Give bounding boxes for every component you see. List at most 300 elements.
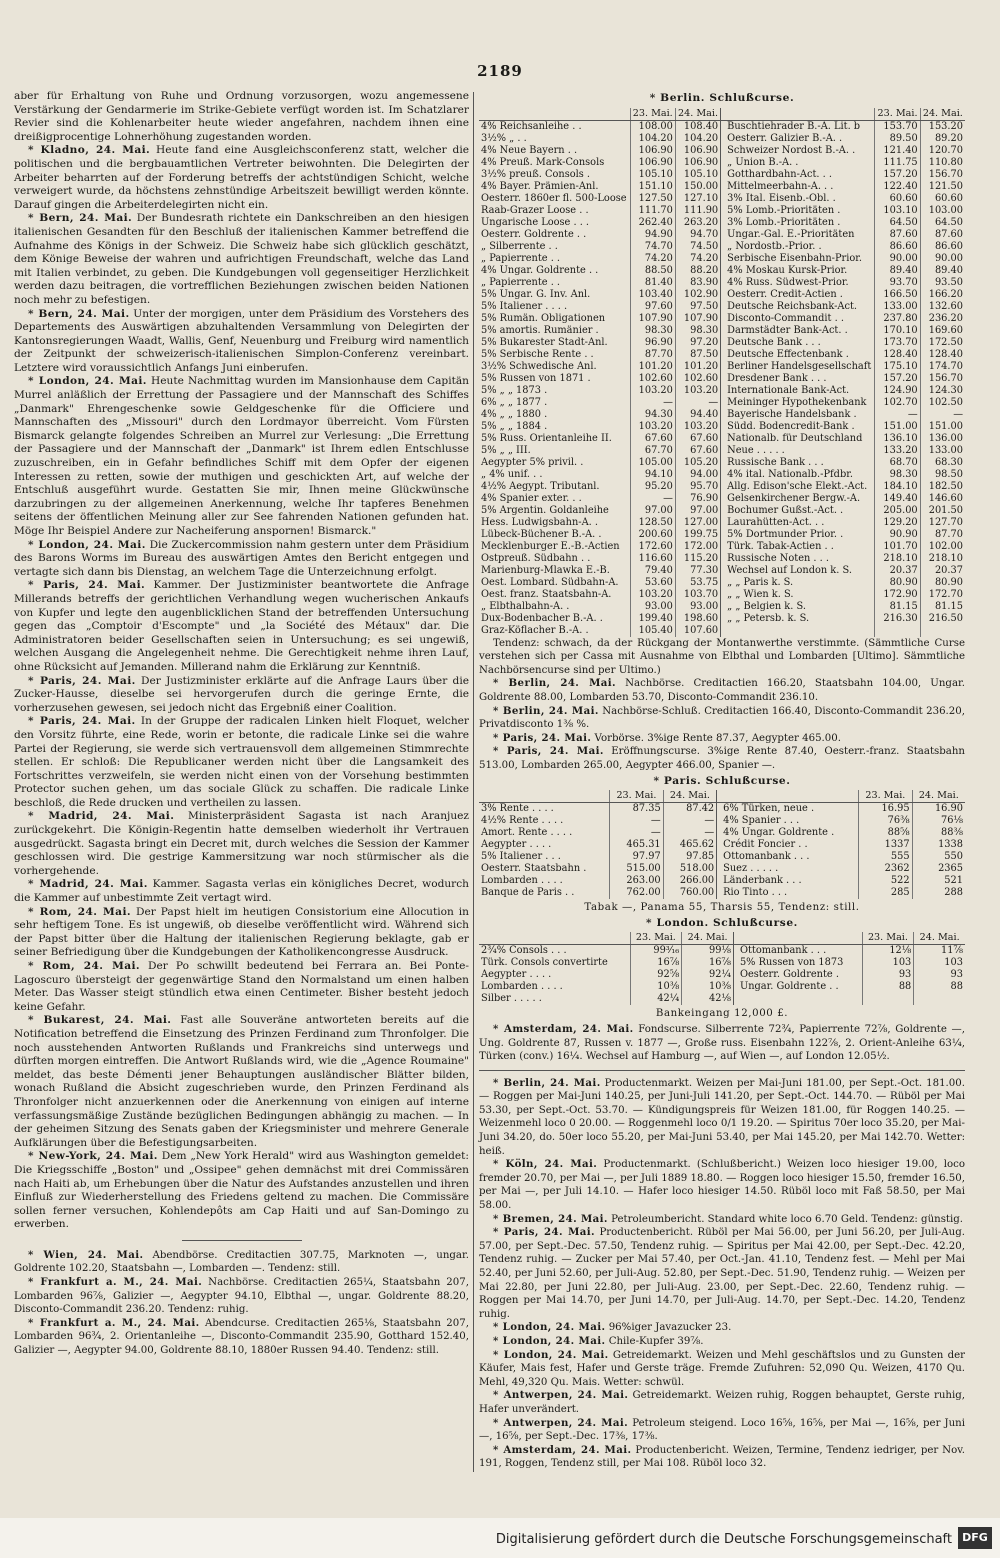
london-tendency: Bankeingang 12,000 £.	[655, 1008, 789, 1020]
news-paragraph	[479, 1158, 965, 1212]
security-name: „ Nordostb.-Prior. .	[727, 240, 822, 252]
table-row	[479, 409, 965, 421]
table-row	[479, 469, 965, 481]
table-row	[479, 145, 965, 157]
rate-value: 68.30	[920, 457, 965, 469]
table-row	[479, 313, 965, 325]
rate-value: 88	[914, 981, 965, 993]
security-name: Lübeck-Büchener B.-A. .	[481, 528, 602, 540]
security-name: Graz-Köflacher B.-A. .	[481, 624, 589, 636]
paragraph-text: Petroleumbericht. Standard white loco 6.70 Geld. Tendenz: günstig.	[611, 1213, 964, 1225]
security-name: Türk. Consols convertirte	[481, 957, 608, 969]
rate-value: 127.70	[920, 517, 965, 529]
rate-value: 90.00	[875, 253, 920, 265]
rate-value: 122.40	[875, 181, 920, 193]
rate-value: 98.50	[920, 469, 965, 481]
rate-value: 218.10	[920, 553, 965, 565]
table-header-row	[479, 932, 965, 945]
table-row	[479, 337, 965, 349]
security-name: Oesterr. Credit-Actien .	[727, 288, 843, 300]
dateline: * Frankfurt a. M., 24. Mai.	[28, 1276, 203, 1289]
header-blank	[738, 932, 862, 945]
news-paragraph	[14, 1014, 469, 1150]
security-name: 5% Italiener . . .	[481, 851, 561, 863]
security-name: 3½% Schwedische Anl.	[481, 360, 597, 372]
security-name: Buschtiehrader B.-A. Lit. b	[727, 120, 861, 132]
rate-value: 128.40	[920, 349, 965, 361]
paragraph-text: Der Justizminister erklärte auf die Anfrage Laurs über die Zucker-Hausse, dieselbe sei hervorgerufen durch die geringe Ernte, die vorherzusehen gewesen, sei jedoch nicht das Ergebniß einer Coalition.	[14, 674, 469, 714]
security-name: 5% „ „ 1873 .	[481, 384, 548, 396]
section-divider	[479, 1070, 965, 1071]
security-name: Dresdener Bank . . .	[727, 372, 827, 384]
table-row	[479, 517, 965, 529]
rate-value: 166.20	[920, 289, 965, 301]
rate-value: 97.20	[675, 337, 720, 349]
dateline: * Paris, 24. Mai.	[493, 731, 592, 744]
rate-value: 201.50	[920, 505, 965, 517]
left-column	[14, 90, 469, 1358]
security-name: Türk. Tabak-Actien . .	[727, 540, 834, 552]
rate-value: 184.10	[875, 481, 920, 493]
news-paragraph	[14, 539, 469, 580]
rate-value: 95.20	[630, 481, 675, 493]
header-date: 24. Mai.	[912, 790, 965, 803]
rate-value: 465.31	[610, 839, 663, 851]
rate-value: 107.90	[630, 313, 675, 325]
rate-value: —	[630, 493, 675, 505]
paragraph-text: Productenbericht. Rüböl per Mai 56.00, per Juni 56.20, per Juli-Aug. 57.00, per Sept.-Dec. 57.50, Tendenz ruhig. — Spiritus per Mai 42.00, per Sept.-Dec. 42.20, Tendenz ruhig. — Zucker per Mai 57.40, per Oct.-Jan. 41.10, Tendenz fest. — Mehl per Mai 52.40, per Juni 52.60, per Juli-Aug. 52.80, per Sept.-Dec. 51.90, Tendenz ruhig. — Weizen per Mai 22.80, per Juni 22.80, per Juli-Aug. 23.00, per Sept.-Dec. 22.60, Tendenz ruhig. — Roggen per Mai 14.70, per Juni 14.70, per Juli-Aug. 14.70, per Sept.-Dec. 14.20, Tendenz ruhig.	[479, 1227, 965, 1320]
dateline: * New-York, 24. Mai.	[28, 1150, 158, 1163]
rate-value: 88⅝	[859, 827, 912, 839]
security-name: 5% amortis. Rumänier .	[481, 324, 599, 336]
rate-value: 106.90	[675, 145, 720, 157]
rate-value: 95.70	[675, 481, 720, 493]
security-name: 3% Rente . . . .	[481, 803, 554, 815]
security-name: „ Silberrente . .	[481, 240, 558, 252]
rate-value: 94.40	[675, 409, 720, 421]
rate-value: 172.70	[920, 589, 965, 601]
rate-value: 127.10	[675, 193, 720, 205]
table-row	[479, 421, 965, 433]
paragraph-text: Kammer. Der Justizminister beantwortete die Anfrage Millerands betreffs der gerichtlichen Verhandlung wegen wucherischen Ankaufs von Kupfer und legte den augenblicklichen Stand der betreffenden Untersuchung gegen das „Comptoir d'Escompte" und „la Société des Métaux" dar. Die Administratoren beider Gesellschaften seien in Untersuchung; es sei ungewiß, welchen Ausgang die Angelegenheit nehme. Die Gerechtigkeit nehme ihren Lauf, ohne Rücksicht auf Jemanden. Millerand nahm die Erklärung zur Kenntniß.	[14, 579, 469, 673]
table-row	[479, 601, 965, 613]
security-name: 4% Russ. Südwest-Prior.	[727, 276, 849, 288]
rate-value: 521	[912, 875, 965, 887]
security-name: Suez . . . . .	[723, 863, 779, 875]
rate-value: 94.10	[630, 469, 675, 481]
security-name: 4% Ungar. Goldrente .	[723, 827, 835, 839]
rate-value: 121.50	[920, 181, 965, 193]
dateline: * London, 24. Mai.	[493, 1348, 609, 1361]
news-paragraph	[14, 375, 469, 538]
rate-value: 92¼	[682, 969, 734, 981]
header-blank	[479, 790, 610, 803]
rate-value: 99³⁄₁₆	[630, 945, 682, 958]
rate-value: 93.00	[675, 601, 720, 613]
dateline: * Berlin, 24. Mai.	[493, 704, 599, 717]
paris-tendency: Tabak —, Panama 55, Tharsis 55, Tendenz: still.	[584, 902, 860, 914]
table-row	[479, 839, 965, 851]
paragraph-text: Abendcurse. Creditactien 265⅛, Staatsbahn 207, Lombarden 96¾, 2. Orientanleihe —, Disconto-Commandit 235.90, Gotthard 152.40, Galizier —, Aegypter 94.00, Goldrente 88.10, 1880er Russen 94.40. Tendenz: still.	[14, 1317, 469, 1357]
rate-value: 98.30	[875, 469, 920, 481]
dateline: * Bremen, 24. Mai.	[493, 1212, 608, 1225]
rate-value: 87.60	[875, 229, 920, 241]
rate-value: 81.15	[875, 601, 920, 613]
security-name: Deutsche Effectenbank .	[727, 348, 849, 360]
rate-value: 127.50	[630, 193, 675, 205]
security-name: „ Elbthalbahn-A. .	[481, 600, 570, 612]
rate-value: 103.20	[675, 385, 720, 397]
news-paragraph	[479, 1349, 965, 1390]
rate-value: 237.80	[875, 313, 920, 325]
header-date: 24. Mai.	[914, 932, 965, 945]
security-name: Oesterr. Galizier B.-A. .	[727, 132, 843, 144]
security-name: 5% Italiener . . . .	[481, 300, 568, 312]
rate-value: 103.20	[630, 589, 675, 601]
rate-value: 60.60	[920, 193, 965, 205]
rate-value: 10⅜	[682, 981, 734, 993]
rate-value: 116.60	[630, 553, 675, 565]
rate-value: 74.70	[630, 241, 675, 253]
rate-value: 103	[914, 957, 965, 969]
berlin-tendency: Tendenz: schwach, da der Rückgang der Montanwerthe verstimmte. (Sämmtliche Curse verstehen sich per Cassa mit Ausnahme von Elbthal und Lombarden [Ultimo]. Sämmtliche Nachbörsencurse sind per Ultimo.)	[479, 637, 965, 676]
rate-value: 102.60	[675, 373, 720, 385]
table-row	[479, 815, 965, 827]
rate-value: 88⅜	[912, 827, 965, 839]
rate-value: 87.70	[630, 349, 675, 361]
table-row	[479, 433, 965, 445]
security-name: Disconto-Commandit . .	[727, 312, 844, 324]
security-name: 4% ital. Nationalb.-Pfdbr.	[727, 468, 853, 480]
security-name: Oest. franz. Staatsbahn-A.	[481, 588, 612, 600]
section-divider	[182, 1240, 302, 1241]
security-name: 4% Neue Bayern . .	[481, 144, 578, 156]
security-name: 4% Ungar. Goldrente . .	[481, 264, 599, 276]
rate-value: 236.20	[920, 313, 965, 325]
rate-value: 149.40	[875, 493, 920, 505]
rate-value: 42⅛	[682, 993, 734, 1005]
paragraph-text: Der Po schwillt bedeutend bei Ferrara an. Bei Ponte-Lagoscuro übersteigt der gegenwärtige Stand den Normalstand um einen halben Meter. Das Wasser steigt stündlich etwa einen Centimeter. Bisher besteht jedoch keine Gefahr.	[14, 960, 469, 1013]
rate-value: 266.00	[663, 875, 716, 887]
news-paragraph	[479, 1226, 965, 1321]
rate-value: 103.70	[675, 589, 720, 601]
dateline: * Paris, 24. Mai.	[493, 745, 604, 758]
paragraph-text: Productenmarkt. Weizen per Mai-Juni 181.00, per Sept.-Oct. 181.00. — Roggen per Mai-Juni 140.25, per Juni-Juli 141.20, per Sept.-Oct. 144.70. — Rüböl per Mai 53.30, per Sept.-Oct. 53.70. — Kündigungspreis für Weizen 181.00, für Roggen 140.25. — Weizenmehl loco 0 20.00. — Roggenmehl loco 0/1 19.20. — Spiritus 70er loco 35.20, per Mai-Juni 34.20, do. 50er loco 55.20, per Mai-Juni 53.40, per Mai 145.20, per Mai 142.70. Wetter: heiß.	[479, 1077, 965, 1157]
paragraph-text: Getreidemarkt. Weizen ruhig, Roggen behauptet, Gerste ruhig, Hafer unverändert.	[479, 1390, 965, 1415]
security-name	[738, 993, 862, 1005]
footer-credit: Digitalisierung gefördert durch die Deutsche Forschungsgemeinschaft	[495, 1532, 952, 1547]
dateline: * Madrid, 24. Mai.	[28, 878, 148, 891]
rate-value: 97.00	[630, 505, 675, 517]
table-row	[479, 217, 965, 229]
rate-value: 200.60	[630, 529, 675, 541]
table-row	[479, 157, 965, 169]
table-row	[479, 229, 965, 241]
rate-value: 111.70	[630, 205, 675, 217]
news-paragraph	[14, 810, 469, 878]
header-date: 24. Mai.	[675, 108, 720, 121]
rate-value: 74.50	[675, 241, 720, 253]
security-name: 5% Argentin. Goldanleihe	[481, 504, 609, 516]
rate-value: 93.00	[630, 601, 675, 613]
rate-value: 76.90	[675, 493, 720, 505]
security-name: Banque de Paris . .	[481, 887, 575, 899]
paragraph-text: aber für Erhaltung von Ruhe und Ordnung vorzusorgen, wozu angemessene Verstärkung der Gendarmerie im Strike-Gebiete verfügt worden ist. Im Schatzlarer Revier sind die Kohlenarbeiter heute wieder angefahren, nachdem ihnen eine dreißigprocentige Lohnerhöhung zugestanden worden.	[14, 90, 469, 143]
security-name: Meininger Hypothekenbank	[727, 396, 867, 408]
rate-value: 288	[912, 887, 965, 899]
table-row	[479, 577, 965, 589]
security-name: 5% Russen von 1873	[739, 957, 844, 969]
dateline: * Madrid, 24. Mai.	[28, 810, 175, 823]
table-row	[479, 625, 965, 637]
table-row	[479, 613, 965, 625]
table-row	[479, 241, 965, 253]
rate-value: 67.70	[630, 445, 675, 457]
security-name: Marienburg-Mlawka E.-B.	[481, 564, 610, 576]
rate-value: 86.60	[920, 241, 965, 253]
rate-value: 89.20	[920, 133, 965, 145]
rate-value: 106.90	[630, 145, 675, 157]
header-date: 23. Mai.	[630, 108, 675, 121]
security-name: 4% Spanier . . .	[723, 815, 800, 827]
rate-value: 133.20	[875, 445, 920, 457]
rate-value: 124.30	[920, 385, 965, 397]
rate-value: 105.10	[675, 169, 720, 181]
paragraph-text: Ministerpräsident Sagasta ist nach Aranjuez zurückgekehrt. Die Königin-Regentin hatte demselben wiederholt ihr Vertrauen ausgedrückt. Sagasta bringt ein Decret mit, durch welches die Session der Kammer geschlossen wird. Die gestrige Kammersitzung war noch stürmischer als die vorhergehende.	[14, 810, 469, 877]
rate-value: 102.00	[920, 541, 965, 553]
paragraph-text: Kammer. Sagasta verlas ein königliches Decret, wodurch die Kammer auf unbestimmte Zeit vertagt wird.	[14, 878, 469, 905]
security-name: „ „ Belgien k. S.	[727, 600, 806, 612]
dfg-logo: DFG	[958, 1527, 992, 1549]
paragraph-text: Productenbericht. Weizen, Termine, Tendenz iedriger, per Nov. 191, Roggen, Tendenz still, per Mai 108. Rüböl loco 32.	[479, 1444, 965, 1470]
rate-value: 157.20	[875, 373, 920, 385]
table-row	[479, 981, 965, 993]
rate-value: 104.20	[675, 133, 720, 145]
rate-value: 199.75	[675, 529, 720, 541]
rate-value: 87.42	[663, 803, 716, 816]
rate-value: 20.37	[875, 565, 920, 577]
news-paragraph	[479, 1417, 965, 1444]
security-name: 5% Rumän. Obligationen	[481, 312, 606, 324]
security-name	[725, 625, 875, 637]
rate-value	[862, 993, 914, 1005]
rate-value: 11⅞	[914, 945, 965, 958]
dateline: * Berlin, 24. Mai.	[493, 1076, 601, 1089]
rate-value: 88.20	[675, 265, 720, 277]
table-row	[479, 565, 965, 577]
security-name: 5% „ „ 1884 .	[481, 420, 548, 432]
security-name: Deutsche Bank . . .	[727, 336, 821, 348]
security-name: 4% Reichsanleihe . .	[481, 120, 582, 132]
rate-value: 205.00	[875, 505, 920, 517]
rate-value: 136.10	[875, 433, 920, 445]
paragraph-text: Heute Nachmittag wurden im Mansionhause dem Capitän Murrel anläßlich der Errettung der Passagiere und der Mannschaft des Schiffes „Danmark" Ehrengeschenke sowie Geldgeschenke für die Officiere und Mannschaften des „Missouri" durch den Lordmayor überreicht. Vom Fürsten Bismarck gelangte folgendes Schreiben an Murrel zur Verlesung: „Die Errettung der Passagiere und der Mannschaft der „Danmark" ist Ihrem edlen Entschlusse zuzuschreiben, ein in Gefahr befindliches Schiff mit dem Opfer der eigenen Interessen zu retten, sowie der muthigen und geschickten Art, auf welche der Entschluß ausgeführt wurde. Gestatten Sie mir, Ihnen meine Glückwünsche darzubringen zu der allgemeinen Anerkennung, welche Ihr tapferes Benehmen seitens der öffentlichen Meinung aller zur See fahrenden Nationen gefunden hat. Möge Ihr Beispiel Andere zur Nacheiferung anspornen! Bismarck."	[14, 375, 469, 537]
security-name: 4% „ „ 1880 .	[481, 408, 548, 420]
rate-value: 64.50	[920, 217, 965, 229]
security-name: Oesterr. Goldrente .	[739, 969, 839, 981]
rate-value: 555	[859, 851, 912, 863]
rate-value: 102.70	[875, 397, 920, 409]
rate-value	[920, 625, 965, 637]
security-name: „ Union B.-A. .	[727, 156, 799, 168]
security-name: 5% „ „ III.	[481, 444, 531, 456]
paragraph-text: Fast alle Souveräne antworteten bereits auf die Notification betreffend die Einsetzung des Prinzen Ferdinand zum Thronfolger. Die noch ausstehenden Antworten Rußlands und Frankreichs sind unterwegs und dürften morgen eintreffen. Die Antwort Rußlands wird, wie die „Agence Roumaine" meldet, das beste Démenti jener Behauptungen ausländischer Blätter bilden, wonach Rußland die Absicht zugeschrieben wurde, den Prinzen Ferdinand als Thronfolger nicht anzuerkennen oder die Anerkennung von einigen auf interne verfassungsmäßige Zustände bezüglichen Bedingungen abhängig zu machen. — In der geheimen Sitzung des Senats gaben der Kriegsminister und mehrere Generale Aufklärungen über die Befestigungsarbeiten.	[14, 1014, 469, 1149]
rate-value: 106.90	[675, 157, 720, 169]
rate-value: 522	[859, 875, 912, 887]
header-date: 23. Mai.	[610, 790, 663, 803]
rate-value: 102.50	[920, 397, 965, 409]
rate-value: 104.20	[630, 133, 675, 145]
paragraph-text: Abendbörse. Creditactien 307.75, Marknoten —, ungar. Goldrente 102.20, Staatsbahn —, Lombarden —. Tendenz: still.	[14, 1249, 469, 1275]
security-name: 6% „ „ 1877 .	[481, 396, 548, 408]
dateline: * Paris, 24. Mai.	[28, 674, 136, 687]
header-date: 23. Mai.	[875, 108, 920, 121]
table-row	[479, 277, 965, 289]
security-name: 4½% Aegypt. Tributanl.	[481, 480, 600, 492]
paris-heading: * Paris. Schlußcurse.	[653, 774, 791, 787]
security-name: 5% Lomb.-Prioritäten .	[727, 204, 841, 216]
news-paragraph	[14, 960, 469, 1014]
header-blank	[725, 108, 875, 121]
table-row	[479, 289, 965, 301]
rate-value: 87.70	[920, 529, 965, 541]
rate-value: —	[875, 409, 920, 421]
footer-bar	[0, 1518, 1000, 1558]
security-name: Dux-Bodenbacher B.-A. .	[481, 612, 603, 624]
rate-value: 107.90	[675, 313, 720, 325]
rate-value: 12⅛	[862, 945, 914, 958]
dateline: * Bern, 24. Mai.	[28, 212, 133, 225]
rate-value: 127.00	[675, 517, 720, 529]
rate-value: 103.20	[675, 421, 720, 433]
news-paragraph	[479, 1213, 965, 1227]
rate-value: 216.50	[920, 613, 965, 625]
security-name: Mecklenburger E.-B.-Actien	[481, 540, 620, 552]
security-name: Internationale Bank-Act.	[727, 384, 850, 396]
rate-value: 121.40	[875, 145, 920, 157]
rate-value: 98.30	[630, 325, 675, 337]
rate-value: 97.97	[610, 851, 663, 863]
rate-value: 97.50	[675, 301, 720, 313]
berlin-heading: * Berlin. Schlußcurse.	[649, 92, 795, 104]
header-date: 23. Mai.	[859, 790, 912, 803]
product-market-reports	[479, 1077, 965, 1471]
rate-value: 153.20	[920, 120, 965, 133]
security-name: Oesterr. Staatsbahn .	[481, 863, 587, 875]
security-name: Wechsel auf London k. S.	[727, 564, 852, 576]
rate-value: 111.90	[675, 205, 720, 217]
rate-value: 77.30	[675, 565, 720, 577]
table-row	[479, 945, 965, 958]
table-row	[479, 361, 965, 373]
paragraph-text: Petroleum steigend. Loco 16⅝, 16⅝, per Mai —, 16⅝, per Juni —, 16⅝, per Sept.-Dec. 17⅜, 17⅜.	[479, 1417, 965, 1443]
paris-rates-table	[479, 790, 965, 899]
header-blank	[479, 108, 630, 121]
paragraph-text: Dem „New York Herald" wird aus Washington gemeldet: Die Kriegsschiffe „Boston" und „Ossipee" gehen demnächst mit drei Commissären nach Haiti ab, um Erhebungen über die Natur des Aufstandes anzustellen und ihren Einfluß zur Wiederherstellung des Friedens geltend zu machen. Die Commissäre sollen ferner versuchen, Kohlendepôts am Cap Haiti und auf San-Domingo zu erwerben.	[14, 1150, 469, 1231]
rate-value: 16⅞	[682, 957, 734, 969]
rate-value: 218.10	[875, 553, 920, 565]
news-reports	[14, 90, 469, 1232]
security-name: Ungar.-Gal. E.-Prioritäten	[727, 228, 855, 240]
security-name: Russische Bank . . .	[727, 456, 824, 468]
rate-value: 97.85	[663, 851, 716, 863]
rate-value: 2362	[859, 863, 912, 875]
table-row	[479, 193, 965, 205]
dateline: * Paris, 24. Mai.	[28, 579, 146, 592]
rate-value: 83.90	[675, 277, 720, 289]
header-date: 24. Mai.	[920, 108, 965, 121]
paragraph-text: In der Gruppe der radicalen Linken hielt Floquet, welcher den Vorsitz führte, eine Rede, worin er betonte, die radicale Linke sei die wahre Partei der Regierung, sie werde sich vertrauensvoll dem allgemeinen Stimmrechte stellen. Er schloß: Die Republicaner werden nicht über die Langsamkeit des Fortschrittes verzweifeln, sie werden nicht einen von der Vorsehung bestimmten Protector suchen gehen, um das sociale Glück zu schaffen. Die radicale Linke beschloß, die Rede drucken und vertheilen zu lassen.	[14, 715, 469, 809]
rate-value: 172.90	[875, 589, 920, 601]
paragraph-text: Eröffnungscurse. 3%ige Rente 87.40, Oesterr.-franz. Staatsbahn 513.00, Lombarden 265.00, Aegypter 466.00, Spanier —.	[479, 746, 965, 771]
rate-value: 101.20	[675, 361, 720, 373]
rate-value: 80.90	[875, 577, 920, 589]
table-row	[479, 589, 965, 601]
rate-value: —	[610, 827, 663, 839]
news-paragraph	[14, 579, 469, 674]
column-rule	[473, 92, 474, 1472]
dateline: * Frankfurt a. M., 24. Mai.	[28, 1316, 200, 1329]
security-name: Ostpreuß. Südbahn . .	[481, 552, 591, 564]
news-paragraph	[14, 212, 469, 307]
security-name: Ottomanbank . . .	[739, 945, 827, 957]
dateline: * London, 24. Mai.	[493, 1334, 606, 1347]
security-name: Silber . . . . .	[481, 993, 542, 1005]
header-date: 24. Mai.	[663, 790, 716, 803]
rate-value	[914, 993, 965, 1005]
security-name: „ 4% unif. . .	[481, 468, 543, 480]
rate-value: 93.50	[920, 277, 965, 289]
amsterdam-note: * Amsterdam, 24. Mai. Fondscurse. Silberrente 72¾, Papierrente 72⅞, Goldrente —, Ung. Goldrente 87, Russen v. 1877 —, Große russ. Eisenbahn 122⅞, 2. Orient-Anleihe 63¼, Türken (conv.) 16¼. Wechsel auf Hamburg —, auf Wien —, auf London 12.05½.	[479, 1022, 965, 1063]
paragraph-text: Unter der morgigen, unter dem Präsidium des Vorstehers des Departements des Auswärtigen abzuhaltenden Versammlung von Delegirten der Kantonsregierungen Waadt, Wallis, Genf, Neuenburg und Freiburg wird namentlich der Zeitpunkt der schweizerisch-italienischen Simplon-Conferenz vereinbart. Letztere wird voraussichtlich Anfangs Juni einberufen.	[14, 307, 469, 374]
security-name: Ungarische Loose . . .	[481, 216, 590, 228]
table-row	[479, 301, 965, 313]
rate-value: 76⅛	[912, 815, 965, 827]
security-name: Laurahütten-Act. . .	[727, 516, 825, 528]
rate-value: 99⅛	[682, 945, 734, 958]
security-name: Aegypter 5% privil. .	[481, 456, 584, 468]
table-row	[479, 887, 965, 899]
table-row	[479, 457, 965, 469]
security-name: 3% Lomb.-Prioritäten .	[727, 216, 841, 228]
rate-value: —	[663, 827, 716, 839]
rate-value: —	[675, 397, 720, 409]
rate-value: 68.70	[875, 457, 920, 469]
table-row	[479, 481, 965, 493]
rate-value: 515.00	[610, 863, 663, 875]
rate-value: 216.30	[875, 613, 920, 625]
security-name: 4% Moskau Kursk-Prior.	[727, 264, 848, 276]
news-paragraph	[14, 878, 469, 905]
table-row	[479, 993, 965, 1005]
rate-value: 107.60	[675, 625, 720, 637]
rate-value: 762.00	[610, 887, 663, 899]
news-paragraph	[479, 677, 965, 704]
security-name: Rio Tinto . . .	[723, 887, 788, 899]
security-name: Neue . . . . .	[727, 444, 785, 456]
table-row	[479, 265, 965, 277]
rate-value: 174.70	[920, 361, 965, 373]
rate-value: 101.70	[875, 541, 920, 553]
security-name: Bayerische Handelsbank .	[727, 408, 857, 420]
rate-value: 60.60	[875, 193, 920, 205]
news-paragraph	[479, 1389, 965, 1416]
rate-value: 81.40	[630, 277, 675, 289]
header-date: 24. Mai.	[682, 932, 734, 945]
table-row	[479, 493, 965, 505]
header-date: 23. Mai.	[862, 932, 914, 945]
rate-value: 89.40	[920, 265, 965, 277]
